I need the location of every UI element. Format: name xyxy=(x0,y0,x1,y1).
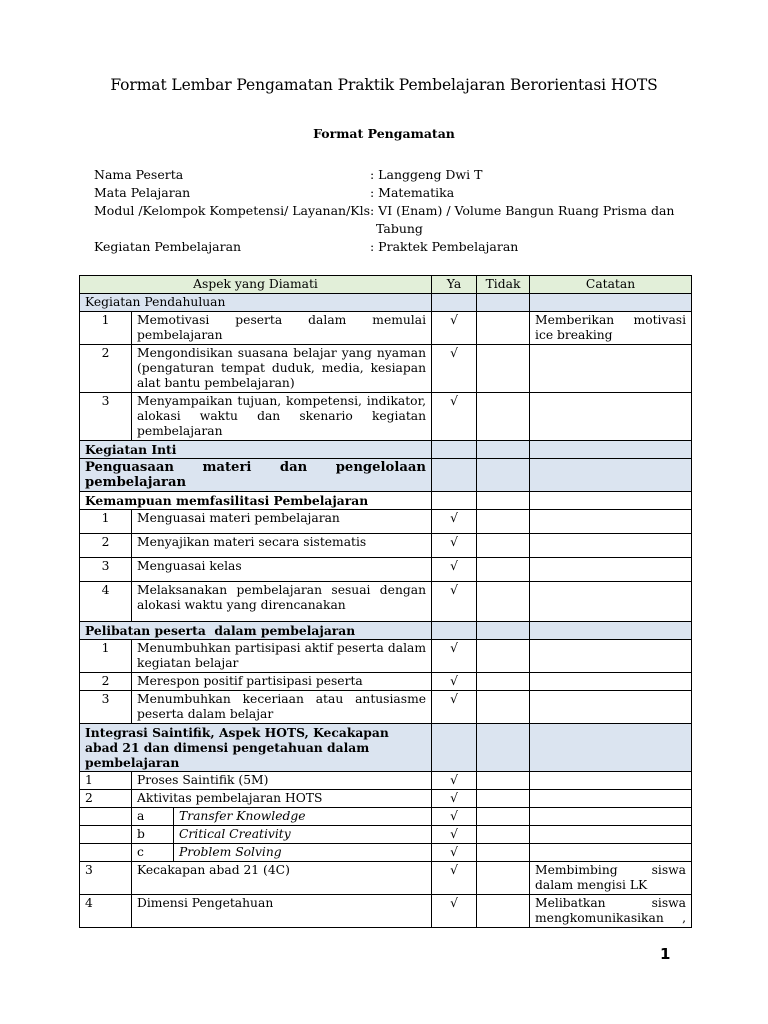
page-number: 1 xyxy=(660,945,671,963)
row-number: 4 xyxy=(80,895,132,928)
row-aspect: Menguasai materi pembelajaran xyxy=(132,510,432,534)
section-row xyxy=(80,441,692,459)
table-row xyxy=(80,582,692,622)
sub-letter: a xyxy=(132,808,174,825)
table-row xyxy=(80,895,692,928)
row-number: 1 xyxy=(80,510,132,534)
sub-aspect: Critical Creativity xyxy=(179,827,291,841)
row-aspect: Mengondisikan suasana belajar yang nyaman (pengaturan tempat duduk, media, kesiapan alat bantu pembelajaran) xyxy=(132,345,432,393)
participant-info xyxy=(94,166,675,256)
row-aspect: Memotivasi peserta dalam memulai pembelajaran xyxy=(132,312,432,345)
row-number: 3 xyxy=(80,862,132,895)
table-row xyxy=(80,393,692,441)
row-aspect: Proses Saintifik (5M) xyxy=(132,772,432,790)
row-number: 1 xyxy=(80,312,132,345)
check-mark: √ xyxy=(432,862,477,895)
header-ya: Ya xyxy=(432,276,477,294)
row-number: 3 xyxy=(80,393,132,441)
meta-value: : Matematika xyxy=(370,185,455,200)
table-row xyxy=(80,790,692,808)
section-pendahuluan: Kegiatan Pendahuluan xyxy=(80,294,432,312)
sub-letter: b xyxy=(132,826,174,843)
row-aspect: Kecakapan abad 21 (4C) xyxy=(132,862,432,895)
section-integrasi: Integrasi Saintifik, Aspek HOTS, Kecakapan abad 21 dan dimensi pengetahuan dalam pembelajaran xyxy=(80,724,432,772)
header-catatan: Catatan xyxy=(530,276,692,294)
table-row xyxy=(80,862,692,895)
section-row xyxy=(80,622,692,640)
check-mark: √ xyxy=(432,673,477,691)
row-note: Melibatkan siswa mengkomunikasikan , xyxy=(530,895,692,928)
row-aspect: Menguasai kelas xyxy=(132,558,432,582)
check-mark: √ xyxy=(432,895,477,928)
meta-value: : Praktek Pembelajaran xyxy=(370,239,519,254)
table-subrow xyxy=(80,826,692,844)
meta-value-continued: Tabung xyxy=(376,221,423,236)
sub-aspect: Problem Solving xyxy=(179,845,282,859)
row-number: 4 xyxy=(80,582,132,622)
check-mark: √ xyxy=(432,826,477,844)
table-row xyxy=(80,345,692,393)
row-aspect: Merespon positif partisipasi peserta xyxy=(132,673,432,691)
row-aspect: Aktivitas pembelajaran HOTS xyxy=(132,790,432,808)
document-subtitle: Format Pengamatan xyxy=(313,126,455,141)
section-penguasaan: Penguasaan materi dan pengelolaan pembelajaran xyxy=(80,459,432,492)
meta-row-nama xyxy=(94,166,670,184)
section-pelibatan: Pelibatan peserta dalam pembelajaran xyxy=(80,622,432,640)
table-header-row xyxy=(80,276,692,294)
row-note xyxy=(530,393,692,441)
table-row xyxy=(80,534,692,558)
check-mark: √ xyxy=(432,640,477,673)
check-mark: √ xyxy=(432,312,477,345)
header-aspek: Aspek yang Diamati xyxy=(80,276,432,294)
section-inti: Kegiatan Inti xyxy=(80,441,432,459)
check-mark: √ xyxy=(432,345,477,393)
row-number: 1 xyxy=(80,640,132,673)
check-mark: √ xyxy=(432,772,477,790)
meta-value: : VI (Enam) / Volume Bangun Ruang Prisma dan xyxy=(370,203,675,218)
row-number: 1 xyxy=(80,772,132,790)
sub-letter: c xyxy=(132,844,174,861)
section-row xyxy=(80,294,692,312)
row-number: 2 xyxy=(80,534,132,558)
check-mark: √ xyxy=(432,582,477,622)
row-number: 3 xyxy=(80,691,132,724)
row-aspect: Dimensi Pengetahuan xyxy=(132,895,432,928)
meta-value: : Langgeng Dwi T xyxy=(370,167,483,182)
row-aspect: Menumbuhkan keceriaan atau antusiasme peserta dalam belajar xyxy=(132,691,432,724)
section-row xyxy=(80,459,692,492)
row-number: 2 xyxy=(80,345,132,393)
table-row xyxy=(80,772,692,790)
table-subrow xyxy=(80,808,692,826)
section-row xyxy=(80,724,692,772)
table-row xyxy=(80,691,692,724)
meta-row-modul xyxy=(94,202,675,220)
row-aspect: Menyajikan materi secara sistematis xyxy=(132,534,432,558)
meta-label: Nama Peserta xyxy=(94,167,184,182)
header-tidak: Tidak xyxy=(477,276,530,294)
table-row xyxy=(80,510,692,534)
row-aspect: Menumbuhkan partisipasi aktif peserta dalam kegiatan belajar xyxy=(132,640,432,673)
sub-aspect: Transfer Knowledge xyxy=(179,809,306,823)
table-row xyxy=(80,640,692,673)
meta-label: Kegiatan Pembelajaran xyxy=(94,239,242,254)
row-note: Memberikan motivasi ice breaking xyxy=(530,312,692,345)
table-subrow xyxy=(80,844,692,862)
section-row xyxy=(80,492,692,510)
meta-label: Modul /Kelompok Kompetensi/ Layanan/Kls xyxy=(94,203,371,218)
check-mark: √ xyxy=(432,510,477,534)
check-mark: √ xyxy=(432,808,477,826)
meta-row-kegiatan xyxy=(94,238,670,256)
row-number: 2 xyxy=(80,673,132,691)
meta-label: Mata Pelajaran xyxy=(94,185,191,200)
row-number: 2 xyxy=(80,790,132,808)
meta-row-mapel xyxy=(94,184,670,202)
check-mark: √ xyxy=(432,558,477,582)
row-aspect: Menyampaikan tujuan, kompetensi, indikator, alokasi waktu dan skenario kegiatan pembelajaran xyxy=(132,393,432,441)
observation-table xyxy=(79,275,692,928)
row-aspect: Melaksanakan pembelajaran sesuai dengan alokasi waktu yang direncanakan xyxy=(132,582,432,622)
check-mark: √ xyxy=(432,393,477,441)
row-note: Membimbing siswa dalam mengisi LK xyxy=(530,862,692,895)
row-note xyxy=(530,345,692,393)
check-mark: √ xyxy=(432,534,477,558)
check-mark: √ xyxy=(432,790,477,808)
document-title: Format Lembar Pengamatan Praktik Pembelajaran Berorientasi HOTS xyxy=(110,76,658,94)
row-number: 3 xyxy=(80,558,132,582)
section-fasilitasi: Kemampuan memfasilitasi Pembelajaran xyxy=(80,492,432,510)
check-mark: √ xyxy=(432,691,477,724)
check-mark: √ xyxy=(432,844,477,862)
table-row xyxy=(80,558,692,582)
table-row xyxy=(80,312,692,345)
table-row xyxy=(80,673,692,691)
